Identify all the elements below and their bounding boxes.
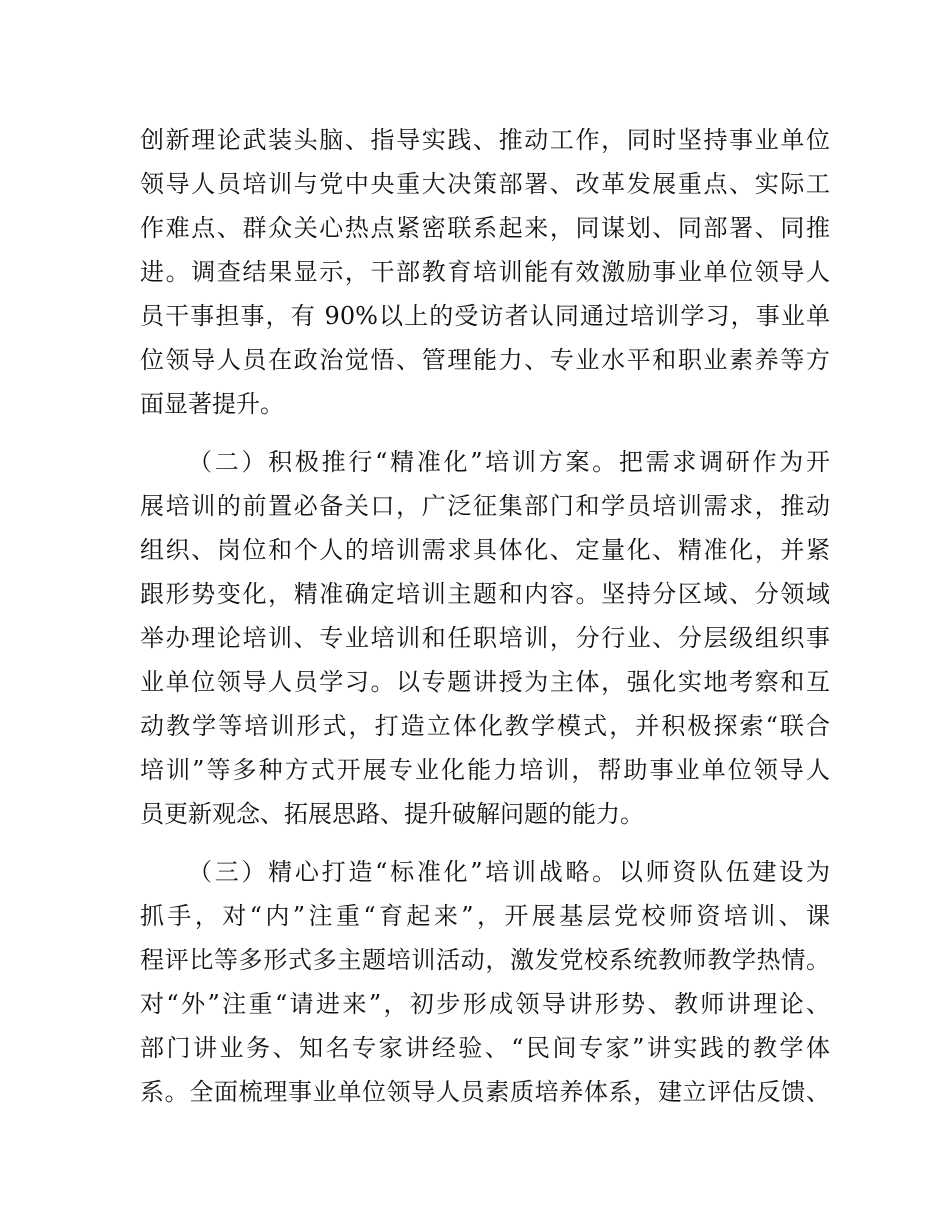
text-line: 员更新观念、拓展思路、提升破解问题的能力。	[140, 800, 644, 828]
text-line: 程评比等多形式多主题培训活动，激发党校系统教师教学热情。	[140, 946, 830, 974]
text-line: 动教学等培训形式，打造立体化教学模式，并积极探索“联合	[140, 712, 830, 740]
text-line: 抓手，对“内”注重“育起来”，开展基层党校师资培训、课	[140, 902, 830, 930]
paragraph-3	[140, 850, 830, 1114]
text-line: 作难点、群众关心热点紧密联系起来，同谋划、同部署、同推	[140, 214, 830, 242]
paragraph-gap	[140, 836, 830, 850]
text-line: 对“外”注重“请进来”，初步形成领导讲形势、教师讲理论、	[140, 990, 830, 1018]
text-line: 员干事担事，有 90%以上的受访者认同通过培训学习，事业单	[140, 302, 830, 330]
text-line: 培训”等多种方式开展专业化能力培训，帮助事业单位领导人	[140, 756, 830, 784]
text-line: （二）积极推行“精准化”培训方案。把需求调研作为开	[188, 448, 830, 476]
text-line: 进。调查结果显示，干部教育培训能有效激励事业单位领导人	[140, 258, 830, 286]
text-line: 展培训的前置必备关口，广泛征集部门和学员培训需求，推动	[140, 492, 830, 520]
text-line: 举办理论培训、专业培训和任职培训，分行业、分层级组织事	[140, 624, 830, 652]
paragraph-gap	[140, 426, 830, 440]
text-line: 业单位领导人员学习。以专题讲授为主体，强化实地考察和互	[140, 668, 830, 696]
text-line: 部门讲业务、知名专家讲经验、“民间专家”讲实践的教学体	[140, 1034, 830, 1062]
text-line: 组织、岗位和个人的培训需求具体化、定量化、精准化，并紧	[140, 536, 830, 564]
text-line: 创新理论武装头脑、指导实践、推动工作，同时坚持事业单位	[140, 126, 830, 154]
paragraph-2	[140, 440, 830, 836]
text-line: 位领导人员在政治觉悟、管理能力、专业水平和职业素养等方	[140, 346, 830, 374]
paragraph-1	[140, 118, 830, 426]
text-line: （三）精心打造“标准化”培训战略。以师资队伍建设为	[188, 858, 830, 886]
text-line: 系。全面梳理事业单位领导人员素质培养体系，建立评估反馈、	[140, 1078, 830, 1106]
text-line: 面显著提升。	[140, 390, 284, 418]
text-line: 跟形势变化，精准确定培训主题和内容。坚持分区域、分领域	[140, 580, 830, 608]
document-body	[140, 118, 830, 1114]
text-line: 领导人员培训与党中央重大决策部署、改革发展重点、实际工	[140, 170, 830, 198]
